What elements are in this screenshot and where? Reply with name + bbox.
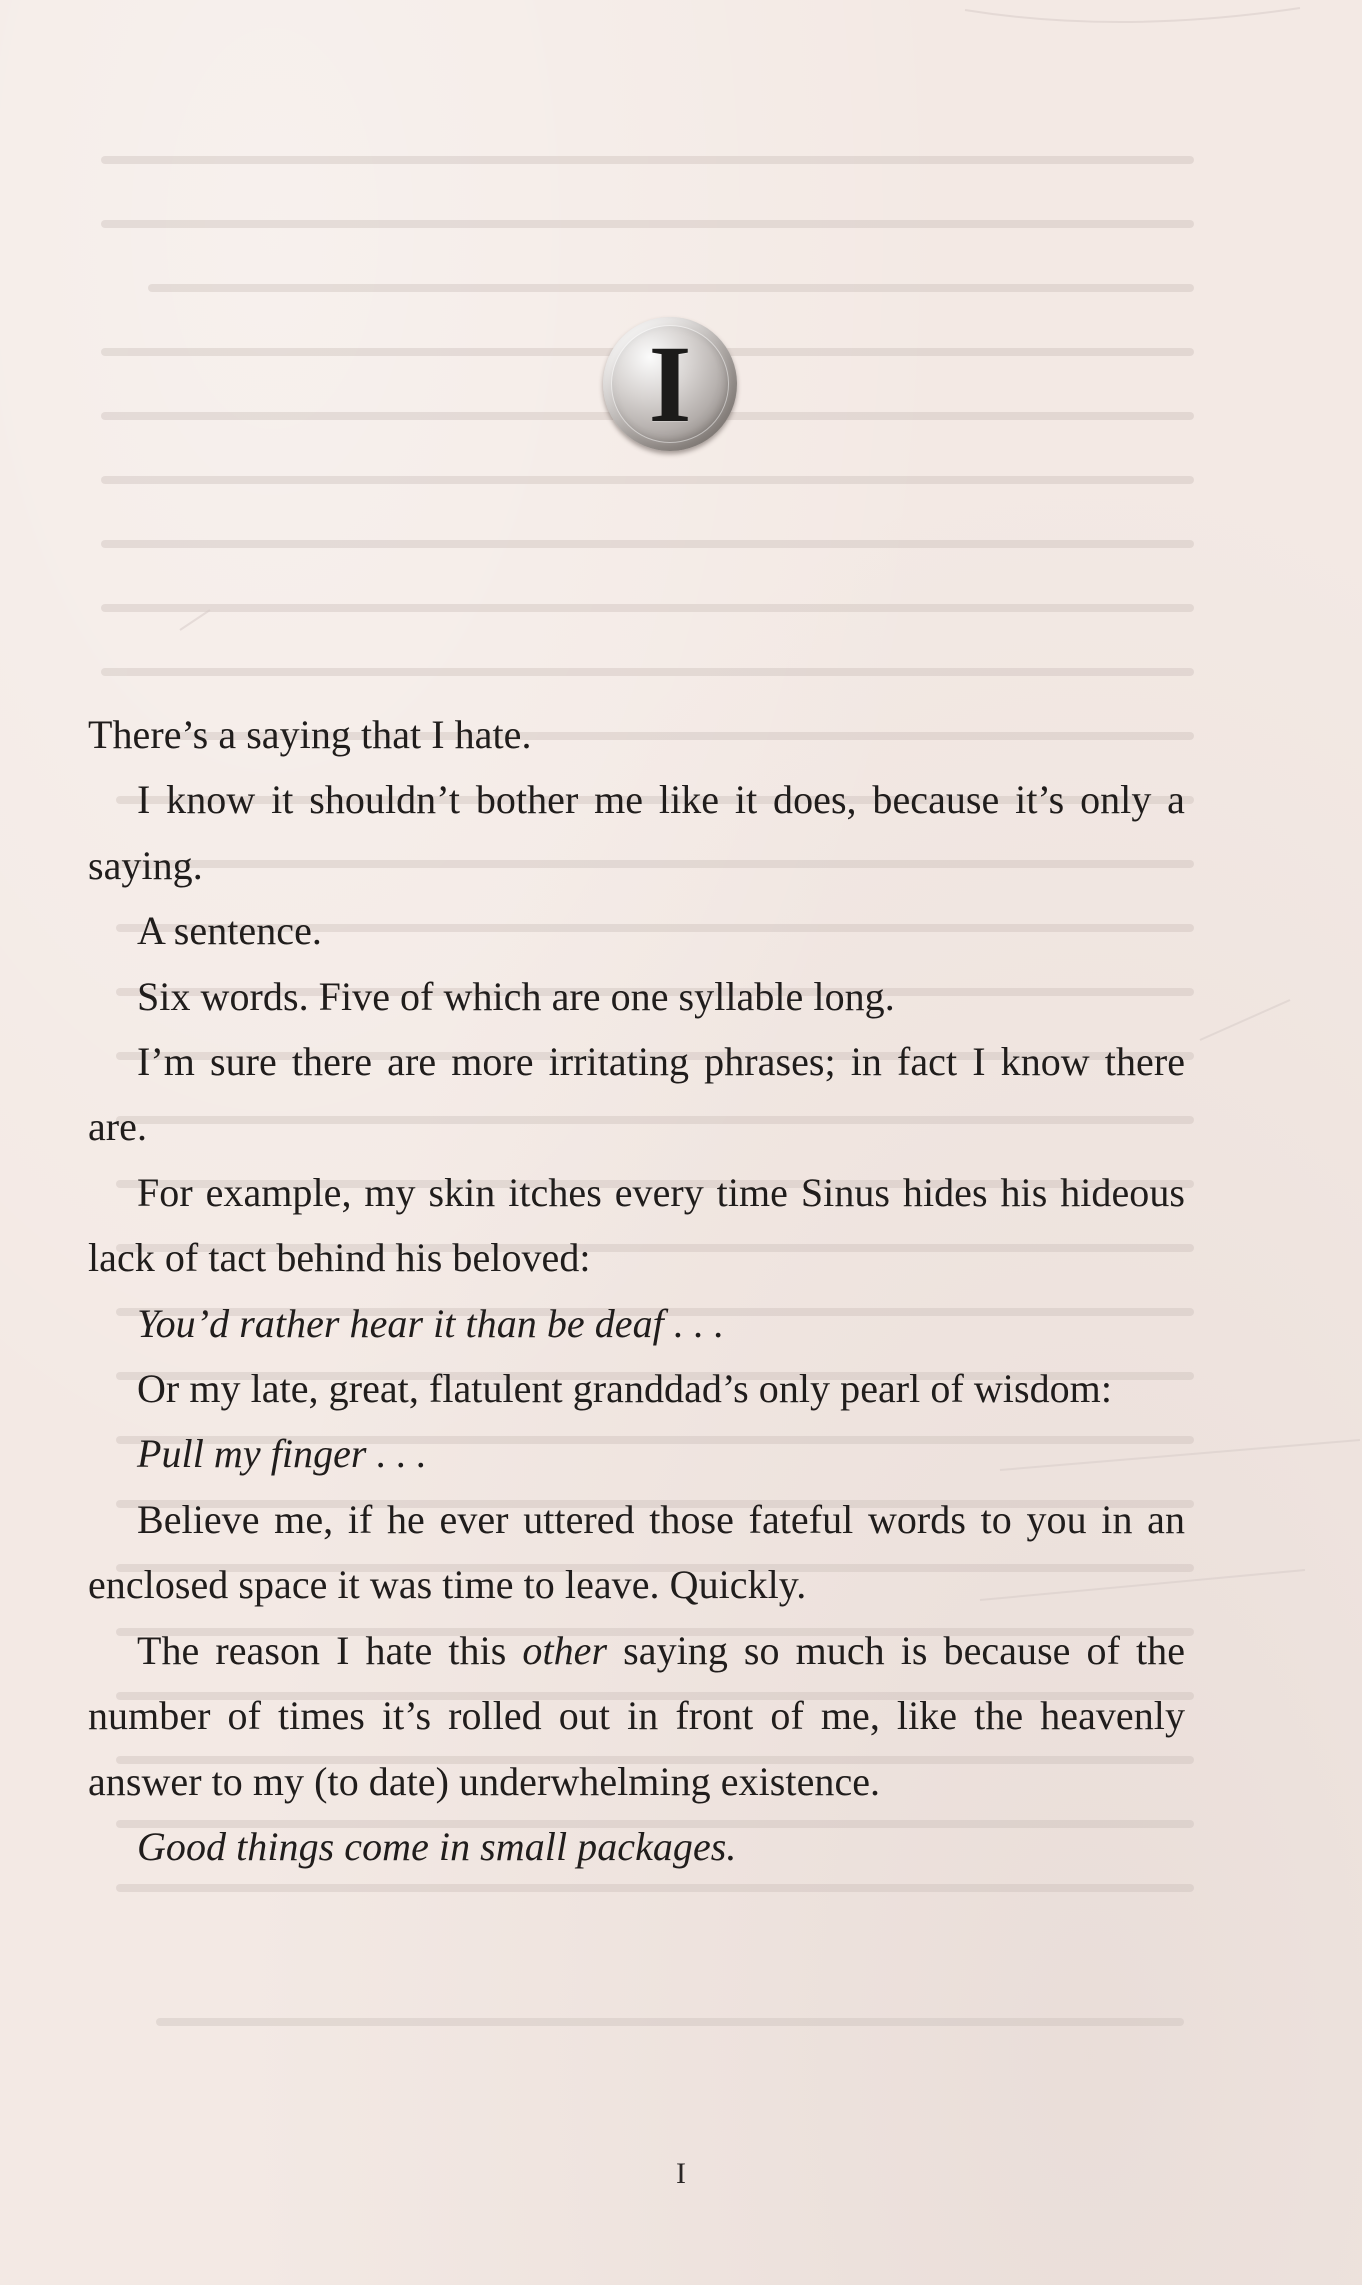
paragraph-12-quote: Good things come in small packages. bbox=[137, 1823, 737, 1869]
paragraph-5: I’m sure there are more irritating phrases; in fact I know there are. bbox=[88, 1039, 1185, 1150]
chapter-number: I bbox=[648, 323, 692, 445]
page-number: I bbox=[676, 2157, 686, 2190]
paragraph-11 bbox=[88, 1618, 1185, 1814]
paragraph-10: Believe me, if he ever uttered those fateful words to you in an enclosed space it was time to leave. Quickly. bbox=[88, 1496, 1185, 1608]
paragraph-1: There’s a saying that I hate. bbox=[88, 712, 532, 757]
paragraph-11-part-1: The reason I hate this bbox=[137, 1627, 523, 1673]
paragraph-4: Six words. Five of which are one syllable long. bbox=[137, 973, 895, 1019]
paragraph-2: I know it shouldn’t bother me like it does, because it’s only a saying. bbox=[88, 777, 1185, 888]
paragraph-9-quote: Pull my finger . . . bbox=[137, 1431, 427, 1477]
paragraph-11-part-2: saying so much is because of the number of times it’s rolled out in front of me, like the heavenly answer to my (to date) underwhelming existence. bbox=[88, 1627, 1186, 1804]
paragraph-3: A sentence. bbox=[137, 908, 322, 954]
paragraph-6: For example, my skin itches every time Sinus hides his hideous lack of tact behind his beloved: bbox=[88, 1169, 1185, 1281]
paragraph-11-emphasis: other bbox=[522, 1627, 608, 1673]
paragraph-7-quote: You’d rather hear it than be deaf . . . bbox=[137, 1300, 725, 1346]
chapter-text bbox=[88, 702, 1185, 1879]
paragraph-8: Or my late, great, flatulent granddad’s only pearl of wisdom: bbox=[137, 1366, 1113, 1412]
chapter-badge bbox=[603, 317, 737, 451]
